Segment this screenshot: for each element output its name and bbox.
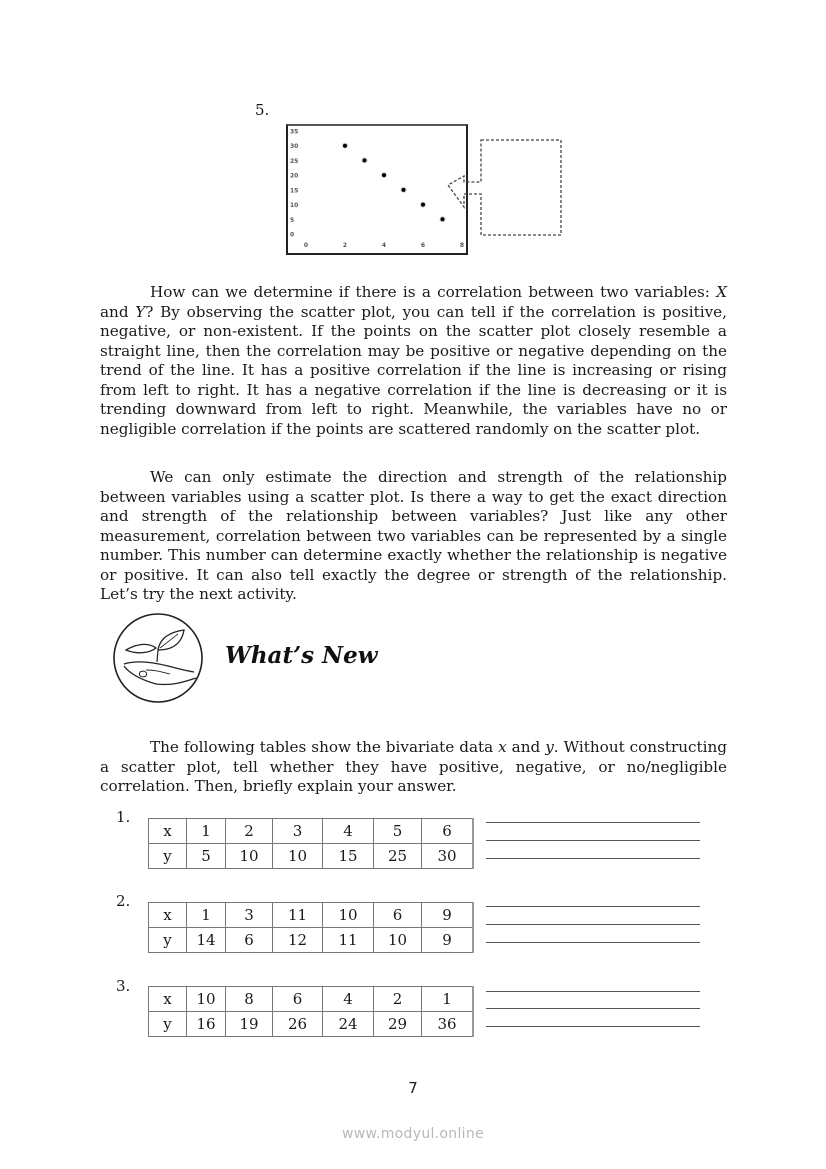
text: How can we determine if there is a correlation between two variables: (150, 283, 717, 301)
section-title: What’s New (225, 642, 378, 669)
table-cell: 10 (323, 903, 374, 928)
data-point (363, 158, 367, 162)
watermark: www.modyul.online (342, 1126, 484, 1142)
variable-x: X (716, 283, 727, 301)
row-label: x (149, 903, 187, 928)
text: and (506, 738, 546, 756)
item-number: 5. (255, 101, 270, 119)
table-row-y (149, 928, 474, 953)
exercise-number: 3. (116, 977, 131, 995)
row-label: y (149, 928, 187, 953)
table-cell: 1 (187, 903, 226, 928)
paragraph-correlation-number (100, 468, 727, 605)
table-cell: 15 (323, 844, 374, 869)
table-cell: 24 (323, 1012, 374, 1037)
answer-line[interactable] (486, 1008, 700, 1009)
table-cell: 36 (422, 1012, 474, 1037)
table-cell: 11 (323, 928, 374, 953)
table-cell: 10 (226, 844, 273, 869)
table-row-y (149, 1012, 474, 1037)
data-point (382, 173, 386, 177)
paragraph-correlation-intro (100, 283, 727, 439)
answer-line[interactable] (486, 822, 700, 823)
table-cell: 25 (374, 844, 422, 869)
y-tick-label: 35 (290, 128, 299, 136)
y-tick-label: 15 (290, 187, 299, 195)
answer-line[interactable] (486, 858, 700, 859)
table-row-x (149, 819, 474, 844)
table-cell: 19 (226, 1012, 273, 1037)
table-cell: 10 (273, 844, 323, 869)
y-tick-label: 30 (290, 143, 299, 151)
answer-line[interactable] (486, 840, 700, 841)
table-row-y (149, 844, 474, 869)
text: . Without constructing a scatter plot, tell whether they have positive, negative, or no/negligible correlation. Then, briefly explain your answer. (100, 738, 727, 795)
table-row-x (149, 987, 474, 1012)
hand-holding-sprout-icon (112, 612, 204, 704)
table-cell: 10 (374, 928, 422, 953)
table-cell: 5 (187, 844, 226, 869)
text: and (100, 302, 136, 321)
table-cell: 6 (422, 819, 474, 844)
activity-instructions (100, 738, 727, 797)
table-cell: 14 (187, 928, 226, 953)
x-tick-label: 4 (381, 242, 387, 249)
table-cell: 12 (273, 928, 323, 953)
table-cell: 4 (323, 819, 374, 844)
exercise-number: 1. (116, 808, 131, 826)
table-cell: 29 (374, 1012, 422, 1037)
table-cell: 2 (374, 987, 422, 1012)
row-label: x (149, 819, 187, 844)
table-cell: 5 (374, 819, 422, 844)
exercise-2-table (148, 902, 474, 953)
table-cell: 3 (273, 819, 323, 844)
text: We can only estimate the direction and strength of the relationship between variables using a scatter plot. Is there a way to get the exact direction and strength of the relationship between variables? Just like any other measurement, correlation between two variables can be represented by a single number. This number can determine exactly whether the relationship is negative or positive. It can also tell exactly the degree or strength of the relationship. Let’s try the next activity. (100, 468, 727, 603)
table-cell: 10 (187, 987, 226, 1012)
x-tick-label: 6 (420, 242, 426, 249)
answer-line[interactable] (486, 924, 700, 925)
answer-line[interactable] (486, 991, 700, 992)
table-cell: 6 (273, 987, 323, 1012)
callout-arrow (448, 140, 561, 235)
x-tick-label: 8 (459, 242, 465, 249)
table-row-x (149, 903, 474, 928)
data-point (402, 188, 406, 192)
row-label: y (149, 1012, 187, 1037)
row-label: x (149, 987, 187, 1012)
table-cell: 6 (226, 928, 273, 953)
table-cell: 11 (273, 903, 323, 928)
table-cell: 9 (422, 903, 474, 928)
answer-callout (440, 132, 570, 244)
text: ? By observing the scatter plot, you can tell if the correlation is positive, negative, or non-existent. If the points on the scatter plot closely resemble a straight line, then the correlation may be positive or negative depending on the trend of the line. It has a positive correlation if the line is increasing or rising from left to right. It has a negative correlation if the line is decreasing or it is trending downward from left to right. Meanwhile, the variables have no or negligible correlation if the points are scattered randomly on the scatter plot. (100, 302, 727, 438)
answer-line[interactable] (486, 1026, 700, 1027)
table-cell: 3 (226, 903, 273, 928)
table-cell: 1 (422, 987, 474, 1012)
x-tick-label: 0 (303, 242, 309, 249)
y-tick-label: 5 (290, 216, 295, 224)
page-number: 7 (408, 1079, 418, 1097)
variable-x: x (498, 738, 507, 756)
table-cell: 1 (187, 819, 226, 844)
table-cell: 16 (187, 1012, 226, 1037)
answer-line[interactable] (486, 942, 700, 943)
table-cell: 4 (323, 987, 374, 1012)
row-label: y (149, 844, 187, 869)
table-cell: 6 (374, 903, 422, 928)
table-cell: 26 (273, 1012, 323, 1037)
y-tick-label: 25 (290, 157, 299, 165)
table-cell: 30 (422, 844, 474, 869)
y-tick-label: 10 (290, 202, 299, 210)
table-cell: 9 (422, 928, 474, 953)
exercise-number: 2. (116, 892, 131, 910)
exercise-3-table (148, 986, 474, 1037)
variable-y: y (545, 738, 554, 756)
variable-y: Y (135, 302, 146, 321)
data-point (343, 144, 347, 148)
x-tick-label: 2 (342, 242, 348, 249)
data-point (421, 203, 425, 207)
answer-line[interactable] (486, 906, 700, 907)
table-cell: 2 (226, 819, 273, 844)
exercise-1-table (148, 818, 474, 869)
y-tick-label: 20 (290, 172, 299, 180)
text: The following tables show the bivariate data (150, 738, 499, 756)
table-cell: 8 (226, 987, 273, 1012)
y-tick-label: 0 (290, 231, 295, 239)
